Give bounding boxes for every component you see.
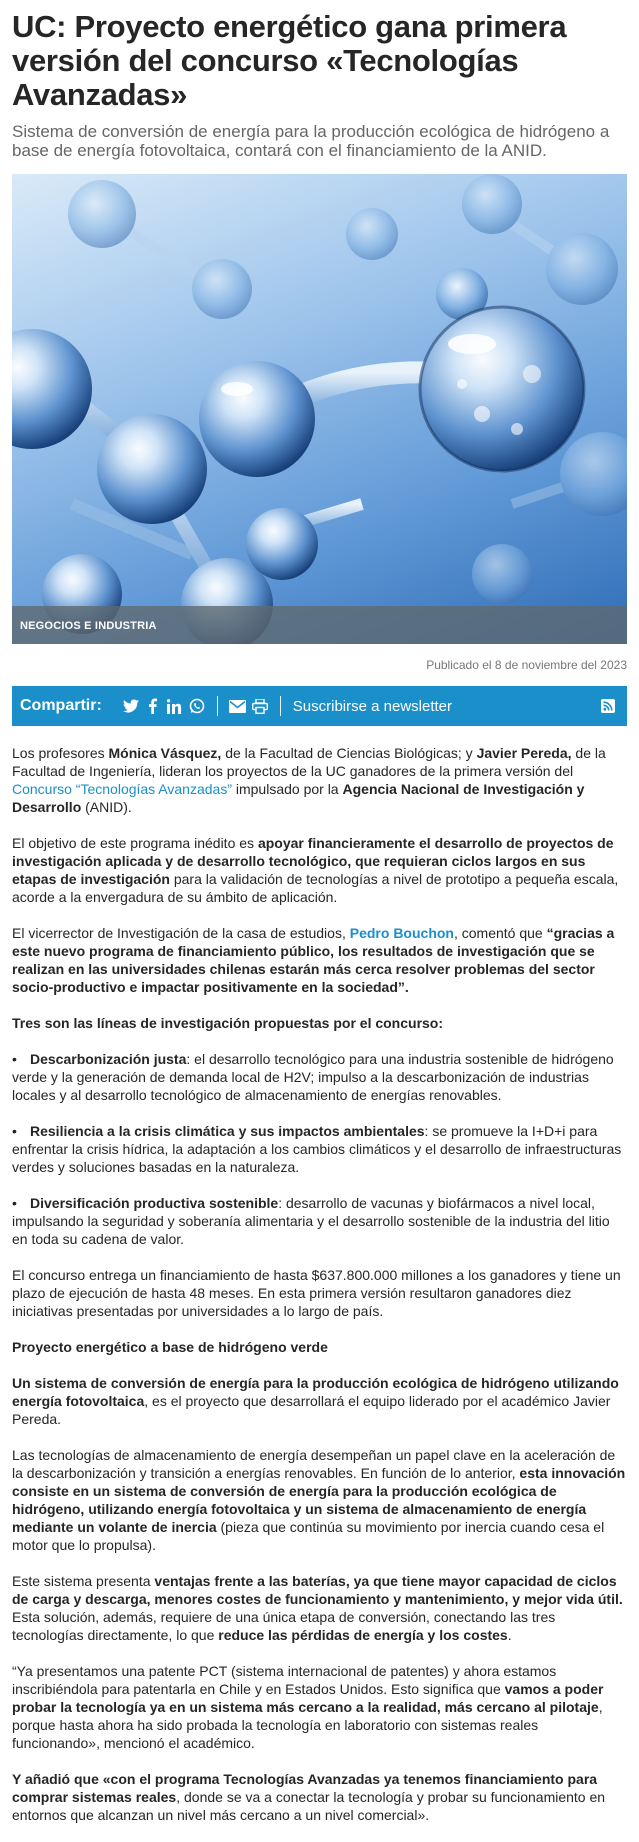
paragraph: Las tecnologías de almacenamiento de energía desempeñan un papel clave en la aceleración de la descarbonización y transición a energías renovables. En función de lo anterior, esta innovación consiste en un sistema de conversión de energía para la producción ecológica de hidrógeno, utilizando energía fotovoltaica y un sistema de almacenamiento de energía mediante un volante de inercia (pieza que continúa su movimiento por inercia cuando cesa el motor que lo propulsa).	[12, 1447, 626, 1553]
paragraph: Este sistema presenta ventajas frente a las baterías, ya que tiene mayor capacidad de ciclos de carga y descarga, menores costes de funcionamiento y mantenimiento, y mejor vida útil. Esta solución, además, requiere de una única etapa de conversión, conectando las tres tecnologías directamente, lo que reduce las pérdidas de energía y los costes.	[12, 1573, 623, 1643]
paragraph: El concurso entrega un financiamiento de hasta $637.800.000 millones a los ganadores y tiene un plazo de ejecución de hasta 48 meses. En esta primera versión resultaron ganadores diez iniciativas presentadas por universidades a lo largo de país.	[12, 1267, 621, 1319]
section-heading: Proyecto energético a base de hidrógeno verde	[12, 1339, 328, 1355]
paragraph: Los profesores Mónica Vásquez, de la Facultad de Ciencias Biológicas; y Javier Pereda, de la Facultad de Ingeniería, lideran los proyectos de la UC ganadores de la primera versión del Concurso “Tecnologías Avanzadas” impulsado por la Agencia Nacional de Investigación y Desarrollo (ANID).	[12, 745, 606, 815]
article-title: UC: Proyecto energético gana primera versión del concurso «Tecnologías Avanzadas»	[12, 9, 567, 112]
newsletter-link[interactable]: Suscribirse a newsletter	[292, 697, 453, 715]
print-icon[interactable]	[249, 695, 271, 717]
rss-icon[interactable]	[597, 695, 619, 717]
paragraph: Un sistema de conversión de energía para la producción ecológica de hidrógeno utilizando energía fotovoltaica, es el proyecto que desarrollará el equipo liderado por el académico Javier Pereda.	[12, 1375, 619, 1427]
paragraph: El vicerrector de Investigación de la casa de estudios, Pedro Bouchon, comentó que “gracias a este nuevo programa de financiamiento público, los resultados de investigación que se realizan en las universidades chilenas estarán más cerca resolver problemas del sector socio-productivo e impactar positivamente en la sociedad”.	[12, 925, 615, 995]
list-item: • Resiliencia a la crisis climática y sus impactos ambientales: se promueve la I+D+i para enfrentar la crisis hídrica, la adaptación a los cambios climáticos y el desarrollo de infraestructuras verdes y soluciones basadas en la naturaleza.	[12, 1123, 622, 1175]
share-bar	[12, 686, 627, 726]
mail-icon[interactable]	[227, 695, 249, 717]
pedro-bouchon-link[interactable]: Pedro Bouchon	[349, 925, 454, 941]
article-subtitle: Sistema de conversión de energía para la producción ecológica de hidrógeno a base de energía fotovoltaica, contará con el financiamiento de la ANID.	[12, 122, 610, 160]
section-intro: Tres son las líneas de investigación propuestas por el concurso:	[12, 1015, 444, 1031]
share-label: Compartir:	[20, 697, 102, 714]
paragraph: Y añadió que «con el programa Tecnologías Avanzadas ya tenemos financiamiento para comprar sistemas reales, donde se va a conectar la tecnología y probar su funcionamiento en entornos que alcanzan un nivel más cercano a un nivel comercial».	[12, 1771, 606, 1823]
molecule-illustration	[12, 174, 627, 644]
category-label[interactable]: NEGOCIOS E INDUSTRIA	[20, 620, 157, 632]
divider	[217, 696, 218, 716]
list-item: • Diversificación productiva sostenible: desarrollo de vacunas y biofármacos a nivel local, impulsando la seguridad y soberanía alimentaria y el desarrollo sostenible de la industria del litio en toda su cadena de valor.	[12, 1195, 610, 1247]
facebook-icon[interactable]	[142, 695, 164, 717]
whatsapp-icon[interactable]	[186, 695, 208, 717]
list-item: • Descarbonización justa: el desarrollo tecnológico para una industria sostenible de hidrógeno verde y la generación de demanda local de H2V; impulso a la descarbonización de industrias locales y al desarrollo tecnológico de almacenamiento de energías renovables.	[12, 1051, 614, 1103]
publish-date: Publicado el 8 de noviembre del 2023	[426, 658, 627, 672]
divider	[280, 696, 281, 716]
linkedin-icon[interactable]	[164, 695, 186, 717]
article-body	[12, 744, 627, 1824]
contest-link[interactable]: Concurso “Tecnologías Avanzadas”	[12, 781, 232, 797]
paragraph: “Ya presentamos una patente PCT (sistema internacional de patentes) y ahora estamos inscribiéndola para patentarla en Chile y en Estados Unidos. Esto significa que vamos a poder probar la tecnología ya en un sistema más cercano a la realidad, más cercano al pilotaje, porque hasta ahora ha sido probada la tecnología en laboratorio con sistemas reales funcionando», mencionó el académico.	[12, 1663, 604, 1751]
hero-image	[12, 174, 627, 644]
paragraph: El objetivo de este programa inédito es apoyar financieramente el desarrollo de proyectos de investigación aplicada y de desarrollo tecnológico, que requieran ciclos largos en sus etapas de investigación para la validación de tecnologías a nivel de prototipo a pequeña escala, acorde a la envergadura de su ámbito de aplicación.	[12, 835, 619, 905]
twitter-icon[interactable]	[120, 695, 142, 717]
